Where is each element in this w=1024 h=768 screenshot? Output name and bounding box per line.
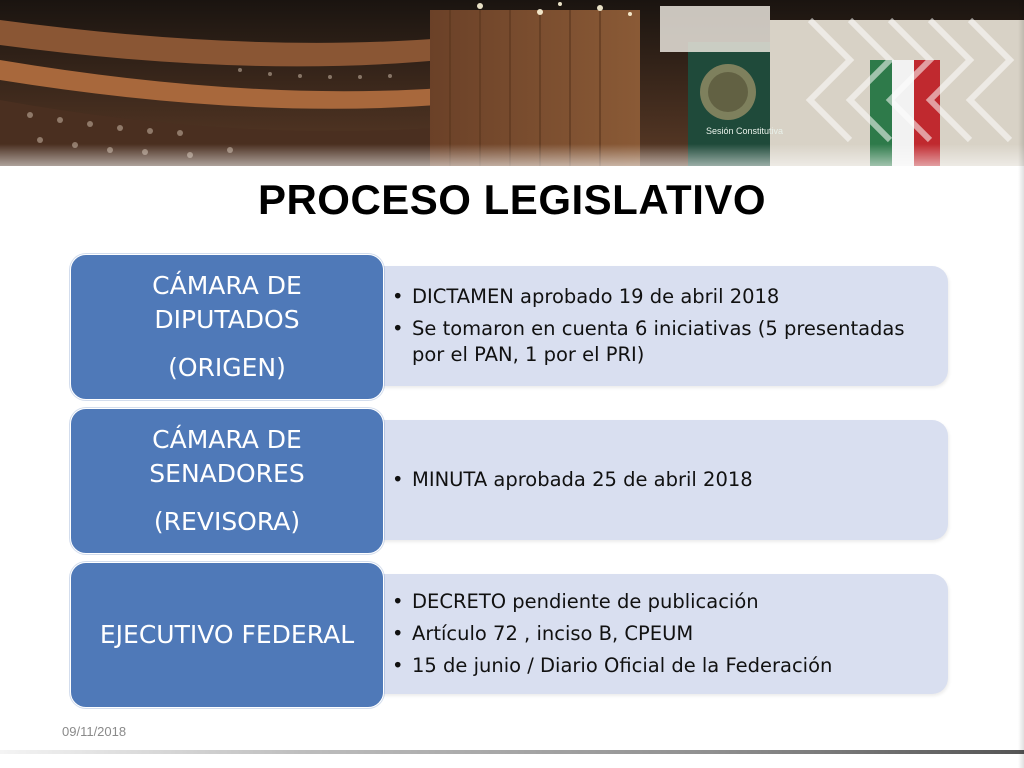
- step-row-origen: [70, 254, 950, 398]
- step-row-revisora: [70, 408, 950, 552]
- slide-date: 09/11/2018: [62, 724, 127, 739]
- chamber-label-line1: CÁMARA DE: [152, 271, 302, 300]
- chamber-box-diputados: [70, 254, 384, 400]
- bullet-item: • Artículo 72 , inciso B, CPEUM: [412, 621, 930, 647]
- bullet-item: • DICTAMEN aprobado 19 de abril 2018: [412, 284, 930, 310]
- bullet-item: • DECRETO pendiente de publicación: [412, 589, 930, 615]
- step-bullet-list: [360, 589, 948, 679]
- footer-divider: [0, 750, 1024, 754]
- chamber-label-line1: CÁMARA DE: [152, 425, 302, 454]
- step-bullet-list: [360, 284, 948, 368]
- step-details-panel: [360, 266, 948, 386]
- step-details-panel: [360, 574, 948, 694]
- step-row-ejecutivo: [70, 562, 950, 706]
- step-bullet-list: [360, 467, 948, 493]
- bullet-item: • MINUTA aprobada 25 de abril 2018: [412, 467, 930, 493]
- page-edge-shadow: [1018, 0, 1024, 768]
- bullet-item: • 15 de junio / Diario Oficial de la Federación: [412, 653, 930, 679]
- chamber-box-ejecutivo: [70, 562, 384, 708]
- chamber-label-line2: DIPUTADOS: [154, 305, 300, 334]
- step-details-panel: [360, 420, 948, 540]
- chamber-label-line1: EJECUTIVO FEDERAL: [99, 620, 355, 649]
- banner-session-text: Sesión Constitutiva: [706, 126, 784, 136]
- bullet-item: • Se tomaron en cuenta 6 iniciativas (5 presentadas por el PAN, 1 por el PRI): [412, 316, 930, 368]
- header-banner-photo: [0, 0, 1024, 166]
- chamber-role: (REVISORA): [153, 507, 301, 536]
- chamber-role: (ORIGEN): [168, 353, 286, 382]
- chamber-label-line2: SENADORES: [149, 459, 305, 488]
- page-title: PROCESO LEGISLATIVO: [257, 176, 767, 223]
- chamber-box-senadores: [70, 408, 384, 554]
- banner-fade: [0, 144, 1024, 166]
